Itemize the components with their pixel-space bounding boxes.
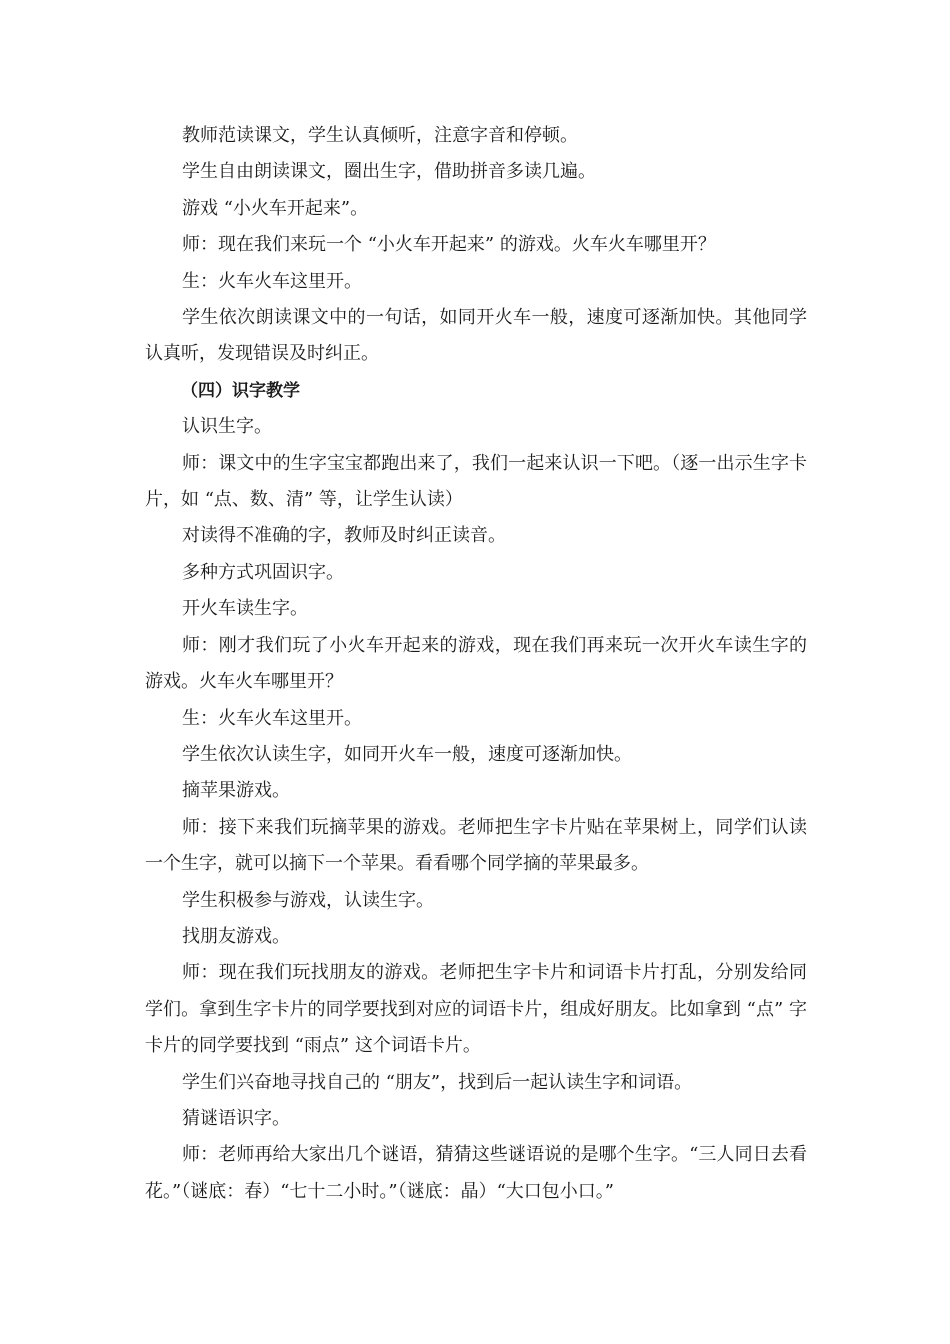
paragraph: 多种方式巩固识字。 xyxy=(182,561,344,583)
paragraph: 学生积极参与游戏，认读生字。 xyxy=(182,889,434,911)
paragraph: 师：课文中的生字宝宝都跑出来了，我们一起来认识一下吧。（逐一出示生字卡片，如 “点、数、清” 等，让学生认读） xyxy=(145,452,807,511)
paragraph: 找朋友游戏。 xyxy=(182,925,290,947)
paragraph: 学生依次认读生字，如同开火车一般，速度可逐渐加快。 xyxy=(182,743,632,765)
paragraph: 师：刚才我们玩了小火车开起来的游戏，现在我们再来玩一次开火车读生字的游戏。火车火车哪里开？ xyxy=(145,634,807,693)
paragraph: 认识生字。 xyxy=(182,416,272,438)
paragraph: 生：火车火车这里开。 xyxy=(182,707,362,729)
paragraph: 游戏 “小火车开起来”。 xyxy=(182,197,369,219)
paragraph: 学生们兴奋地寻找自己的 “朋友”，找到后一起认读生字和词语。 xyxy=(182,1071,693,1093)
paragraph: 师：现在我们来玩一个 “小火车开起来” 的游戏。火车火车哪里开？ xyxy=(182,234,716,256)
document-body xyxy=(145,118,807,1210)
section-heading: （四）识字教学 xyxy=(181,380,300,401)
paragraph: 开火车读生字。 xyxy=(182,598,308,620)
paragraph: 教师范读课文，学生认真倾听，注意字音和停顿。 xyxy=(182,125,578,146)
paragraph: 学生自由朗读课文，圈出生字，借助拼音多读几遍。 xyxy=(182,161,596,183)
paragraph: 生：火车火车这里开。 xyxy=(182,270,362,292)
paragraph: 师：老师再给大家出几个谜语，猜猜这些谜语说的是哪个生字。“三人同日去看花。”（谜底：春）“七十二小时。”（谜底：晶）“大口包小口。” xyxy=(145,1144,807,1202)
paragraph: 对读得不准确的字，教师及时纠正读音。 xyxy=(182,525,506,547)
paragraph: 摘苹果游戏。 xyxy=(182,780,290,802)
paragraph: 师：接下来我们玩摘苹果的游戏。老师把生字卡片贴在苹果树上，同学们认读一个生字，就可以摘下一个苹果。看看哪个同学摘的苹果最多。 xyxy=(145,816,807,875)
paragraph: 师：现在我们玩找朋友的游戏。老师把生字卡片和词语卡片打乱，分别发给同学们。拿到生字卡片的同学要找到对应的词语卡片，组成好朋友。比如拿到 “点” 字卡片的同学要找到 “雨点” 这个词语卡片。 xyxy=(145,962,807,1057)
paragraph: 猜谜语识字。 xyxy=(182,1107,290,1129)
paragraph: 学生依次朗读课文中的一句话，如同开火车一般，速度可逐渐加快。其他同学认真听，发现错误及时纠正。 xyxy=(145,307,807,365)
